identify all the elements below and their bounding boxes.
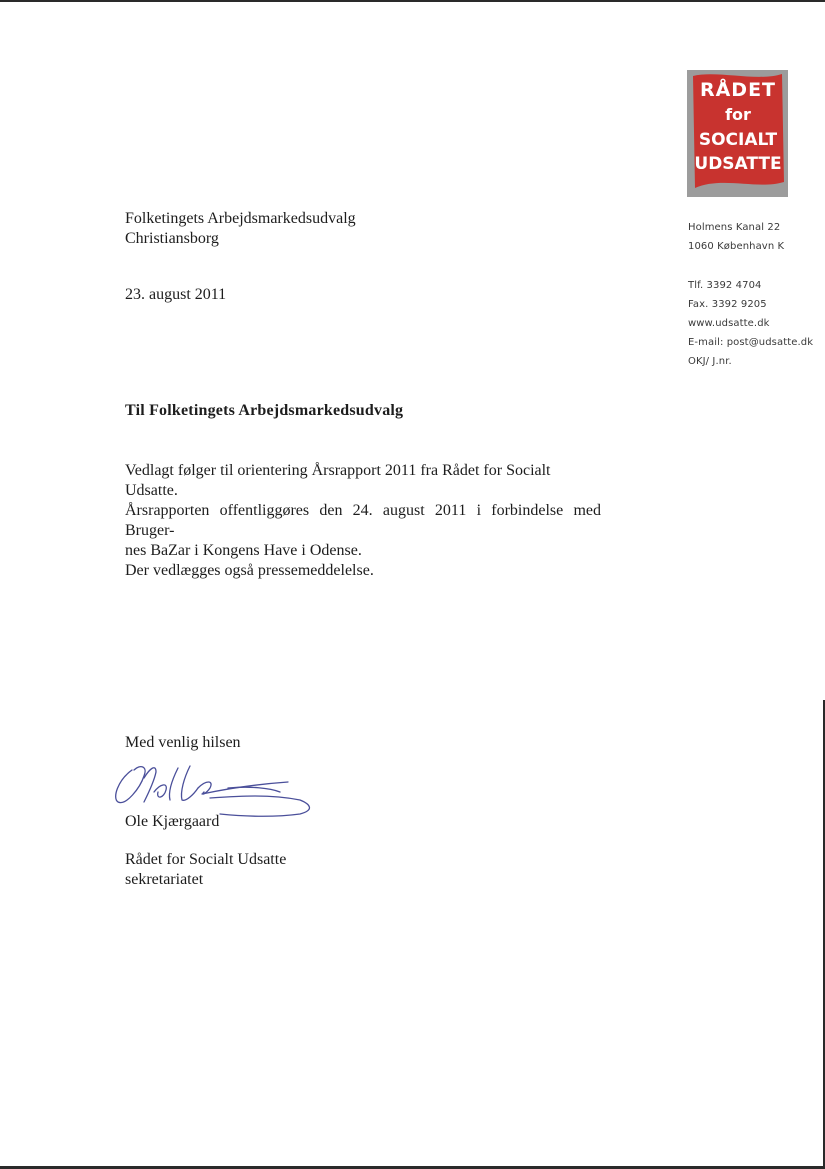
sender-reference: OKJ/ J.nr. [688, 356, 732, 367]
body-paragraph-2-line-2: nes BaZar i Kongens Have i Odense. [125, 542, 362, 559]
organization-logo [687, 70, 788, 197]
signer-organization [125, 850, 286, 890]
logo-line-2: for [725, 105, 751, 124]
recipient-line-2: Christiansborg [125, 230, 219, 247]
body-paragraph-1: Vedlagt følger til orientering Årsrapport 2011 fra Rådet for Socialt Udsatte. [125, 462, 551, 499]
signer-name: Ole Kjærgaard [125, 813, 220, 830]
logo-flag-graphic [687, 70, 788, 197]
recipient-address [125, 209, 356, 249]
sender-email: E-mail: post@udsatte.dk [688, 337, 814, 348]
closing-salutation: Med venlig hilsen [125, 734, 241, 751]
letter-subject: Til Folketingets Arbejdsmarkedsudvalg [125, 402, 404, 419]
letter-date: 23. august 2011 [125, 286, 227, 303]
sender-contact [688, 276, 813, 371]
sender-address [688, 218, 784, 256]
body-paragraph-2-line-1: Årsrapporten offentliggøres den 24. august 2011 i forbindelse med Bruger- [125, 502, 601, 539]
body-paragraph-2 [125, 501, 601, 561]
logo-line-1: RÅDET [699, 79, 777, 101]
logo-line-4: UDSATTE [694, 154, 782, 174]
sender-website: www.udsatte.dk [688, 318, 770, 329]
sender-phone: Tlf. 3392 4704 [688, 280, 762, 291]
organization-line-2: sekretariatet [125, 871, 204, 888]
sender-street: Holmens Kanal 22 [688, 222, 781, 233]
body-paragraph-3: Der vedlægges også pressemeddelelse. [125, 562, 374, 579]
sender-city: 1060 København K [688, 241, 785, 252]
sender-fax: Fax. 3392 9205 [688, 299, 767, 310]
logo-line-3: SOCIALT [698, 130, 778, 150]
page-border-top [0, 0, 825, 2]
organization-line-1: Rådet for Socialt Udsatte [125, 851, 287, 868]
recipient-line-1: Folketingets Arbejdsmarkedsudvalg [125, 210, 356, 227]
